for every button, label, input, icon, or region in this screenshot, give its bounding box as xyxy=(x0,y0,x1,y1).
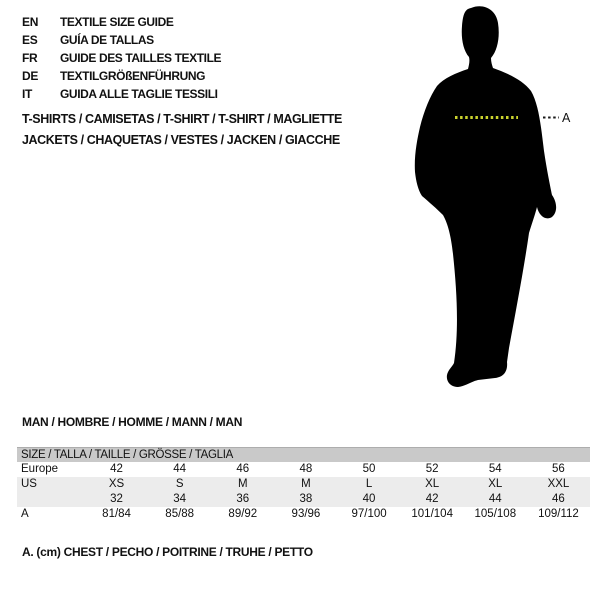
language-list xyxy=(22,13,221,103)
size-cell: 46 xyxy=(236,463,250,475)
language-row-fr xyxy=(22,49,221,67)
size-table-row-sizes xyxy=(17,492,590,507)
language-title: GUIDA ALLE TAGLIE TESSILI xyxy=(60,87,218,101)
size-cell: 109/112 xyxy=(538,508,579,520)
size-cell: 85/88 xyxy=(165,508,195,520)
language-title: TEXTILE SIZE GUIDE xyxy=(60,15,174,29)
size-cell: 89/92 xyxy=(228,508,258,520)
row-label: US xyxy=(21,478,37,490)
size-cell: XXL xyxy=(547,478,570,490)
size-cell: 105/108 xyxy=(474,508,517,520)
size-cell: 32 xyxy=(110,493,123,505)
row-label: Europe xyxy=(21,463,59,475)
size-cell: 42 xyxy=(425,493,439,505)
language-row-it xyxy=(22,85,221,103)
size-cell: XL xyxy=(425,478,440,490)
language-row-en xyxy=(22,13,221,31)
language-code: ES xyxy=(22,33,38,47)
size-cell: 50 xyxy=(362,463,376,475)
size-cell: 97/100 xyxy=(351,508,387,520)
size-cell: XL xyxy=(488,478,503,490)
size-cell: 54 xyxy=(488,463,502,475)
row-label: A xyxy=(21,508,29,520)
size-cell: 38 xyxy=(299,493,313,505)
size-cell: M xyxy=(301,478,311,490)
size-table-row-us xyxy=(17,477,590,492)
section-title-man: MAN / HOMBRE / HOMME / MANN / MAN xyxy=(22,415,243,429)
garment-categories xyxy=(22,109,342,151)
size-cell: S xyxy=(175,478,184,490)
size-cell: L xyxy=(365,478,373,490)
language-code: IT xyxy=(22,87,33,101)
size-cell: 101/104 xyxy=(411,508,453,520)
measure-label-a: A xyxy=(562,111,571,125)
man-silhouette xyxy=(415,6,556,387)
language-code: EN xyxy=(22,15,39,29)
category-line-jackets: JACKETS / CHAQUETAS / VESTES / JACKEN / GIACCHE xyxy=(22,133,340,147)
size-cell: 42 xyxy=(110,463,123,475)
size-table-body xyxy=(17,462,590,522)
language-title: TEXTILGRÖßENFÜHRUNG xyxy=(60,69,206,83)
size-table xyxy=(17,447,590,522)
language-code: FR xyxy=(22,51,38,65)
size-cell: M xyxy=(238,478,248,490)
size-cell: 93/96 xyxy=(291,508,321,520)
size-cell: 52 xyxy=(425,463,439,475)
language-row-de xyxy=(22,67,221,85)
language-title: GUIDE DES TAILLES TEXTILE xyxy=(60,51,222,65)
size-cell: 44 xyxy=(173,463,187,475)
language-code: DE xyxy=(22,69,39,83)
man-silhouette-figure xyxy=(408,0,578,400)
language-title: GUÍA DE TALLAS xyxy=(60,33,154,47)
language-row-es xyxy=(22,31,221,49)
size-cell: 46 xyxy=(552,493,565,505)
size-cell: 48 xyxy=(299,463,313,475)
size-cell: 81/84 xyxy=(102,508,131,520)
row-label xyxy=(17,492,85,507)
size-table-row-europe xyxy=(17,462,590,477)
size-cell: XS xyxy=(108,478,125,490)
chest-footnote: A. (cm) CHEST / PECHO / POITRINE / TRUHE / PETTO xyxy=(22,545,313,559)
size-table-row-a xyxy=(17,507,590,522)
size-cell: 56 xyxy=(552,463,565,475)
category-line-tshirts: T-SHIRTS / CAMISETAS / T-SHIRT / T-SHIRT / MAGLIETTE xyxy=(22,112,342,126)
size-cell: 44 xyxy=(488,493,502,505)
size-cell: 40 xyxy=(362,493,376,505)
size-table-header: SIZE / TALLA / TAILLE / GRÖSSE / TAGLIA xyxy=(17,447,590,462)
size-cell: 36 xyxy=(236,493,250,505)
size-cell: 34 xyxy=(173,493,187,505)
